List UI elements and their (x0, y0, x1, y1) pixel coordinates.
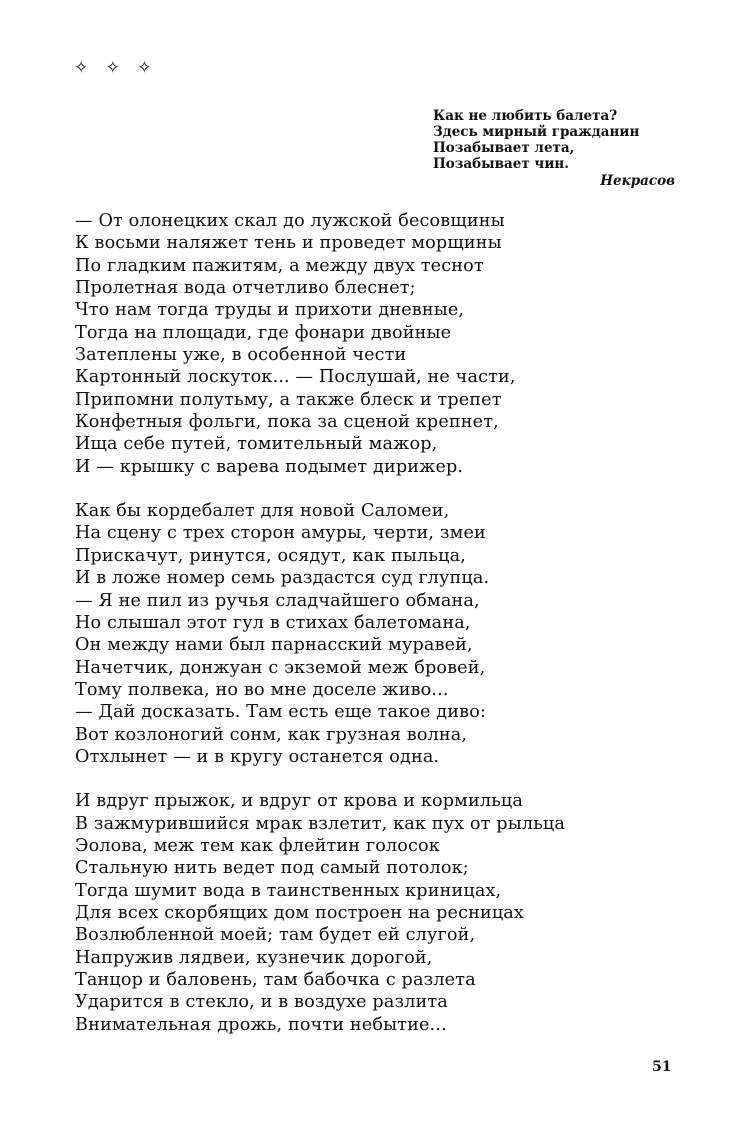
poem-line: Картонный лоскуток... — Послушай, не части, (75, 367, 516, 388)
poem-line: Тогда на площади, где фонари двойные (75, 322, 452, 343)
poem-line: Но слышал этот гул в стихах балетомана, (75, 612, 471, 633)
poem-line: К восьми наляжет тень и проведет морщины (75, 233, 502, 254)
poem-line: И вдруг прыжок, и вдруг от крова и кормильца (75, 791, 524, 812)
poem-line: Как бы кордебалет для новой Саломеи, (75, 501, 450, 522)
stanza-1 (75, 210, 715, 478)
poem-line: Ища себе путей, томительный мажор, (75, 434, 438, 455)
poem-line: В зажмурившийся мрак взлетит, как пух от рыльца (75, 813, 566, 834)
epigraph-line: Позабывает лета, (433, 140, 575, 156)
poem-line: Отхлынет — и в кругу останется одна. (75, 746, 440, 767)
poem-line: — От олонецких скал до лужской бесовщины (75, 211, 505, 231)
poem-line: И в ложе номер семь раздастся суд глупца. (75, 568, 490, 589)
poem-line: Что нам тогда труды и прихоти дневные, (75, 300, 465, 321)
poem-line: По гладким пажитям, а между двух теснот (75, 255, 484, 276)
poem-line: Ударится в стекло, и в воздухе разлита (75, 992, 448, 1013)
poem-line: Напружив лядвеи, кузнечик дорогой, (75, 947, 433, 968)
poem-line: Эолова, меж тем как флейтин голосок (75, 835, 440, 856)
poem-line: Танцор и баловень, там бабочка с разлета (75, 970, 476, 990)
poem-line: Прискачут, ринутся, осядут, как пыльца, (75, 545, 466, 566)
epigraph-line: Здесь мирный гражданин (433, 124, 640, 140)
poem-line: Вот козлоногий сонм, как грузная волна, (75, 724, 468, 745)
epigraph-line: Позабывает чин. (433, 156, 569, 172)
poem-line: Затеплены уже, в особенной чести (75, 345, 407, 366)
poem-line: Тому полвека, но во мне доселе живо... (75, 679, 449, 700)
poem-line: Для всех скорбящих дом построен на ресницах (75, 902, 525, 923)
epigraph-author: Некрасов (600, 173, 675, 189)
stanza-3 (75, 790, 715, 1036)
poem-line: Конфетныя фольги, пока за сценой крепнет, (75, 412, 499, 433)
poem-line: Стальную нить ведет под самый потолок; (75, 858, 469, 879)
epigraph (433, 108, 678, 189)
poem-line: Пролетная вода отчетливо блеснет; (75, 278, 416, 299)
page-number: 51 (652, 1059, 672, 1075)
poem-line: Он между нами был парнасский муравей, (75, 635, 473, 656)
poem-line: И — крышку с варева подымет дирижер. (75, 456, 464, 477)
poem-line: На сцену с трех сторон амуры, черти, змеи (75, 523, 486, 544)
poem-line: — Я не пил из ручья сладчайшего обмана, (75, 590, 480, 611)
stanza-2 (75, 500, 715, 768)
section-ornament: ✧ ✧ ✧ (74, 58, 158, 78)
poem-line: Припомни полутьму, а также блеск и трепет (75, 389, 502, 410)
poem-line: Внимательная дрожь, почти небытие... (75, 1014, 447, 1035)
epigraph-line: Как не любить балета? (433, 108, 618, 124)
poem-line: Тогда шумит вода в таинственных криницах, (75, 880, 502, 901)
poem-line: Возлюбленной моей; там будет ей слугой, (75, 925, 476, 946)
poem-line: — Дай досказать. Там есть еще такое диво: (75, 702, 487, 723)
poem-line: Начетчик, донжуан с экземой меж бровей, (75, 657, 486, 678)
poem-body (75, 210, 715, 1058)
